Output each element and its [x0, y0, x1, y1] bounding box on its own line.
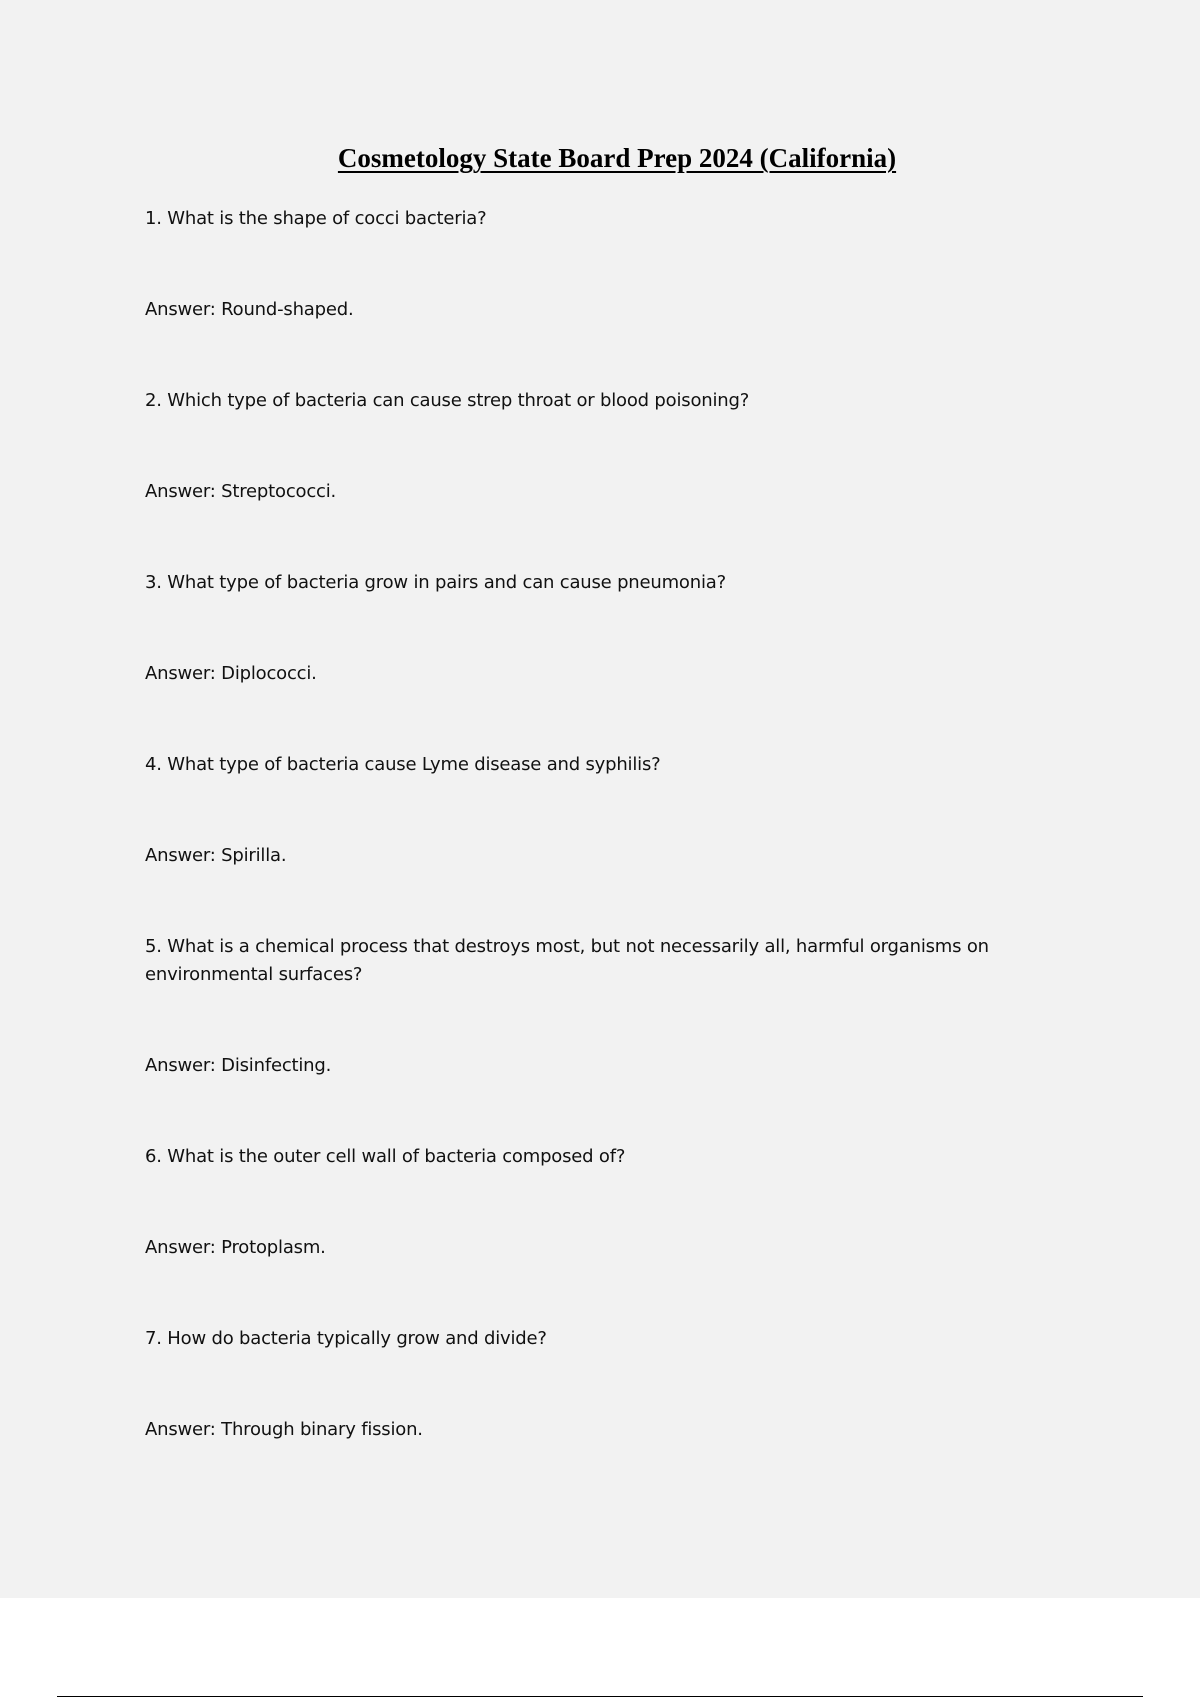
question-3: 3. What type of bacteria grow in pairs and can cause pneumonia?: [145, 572, 726, 593]
question-7: 7. How do bacteria typically grow and divide?: [145, 1328, 547, 1349]
question-1: 1. What is the shape of cocci bacteria?: [145, 208, 487, 229]
footer-divider: [57, 1696, 1143, 1697]
answer-3: Answer: Diplococci.: [145, 663, 317, 684]
page-title: Cosmetology State Board Prep 2024 (California): [337, 143, 897, 173]
question-6: 6. What is the outer cell wall of bacteria composed of?: [145, 1146, 626, 1167]
answer-6: Answer: Protoplasm.: [145, 1237, 326, 1258]
question-2: 2. Which type of bacteria can cause strep throat or blood poisoning?: [145, 390, 750, 411]
answer-4: Answer: Spirilla.: [145, 845, 287, 866]
question-5: 5. What is a chemical process that destroys most, but not necessarily all, harmful organisms on environmental surfaces?: [145, 936, 989, 985]
answer-5: Answer: Disinfecting.: [145, 1055, 332, 1076]
question-4: 4. What type of bacteria cause Lyme disease and syphilis?: [145, 754, 661, 775]
answer-1: Answer: Round-shaped.: [145, 299, 354, 320]
answer-2: Answer: Streptococci.: [145, 481, 337, 502]
answer-7: Answer: Through binary fission.: [145, 1419, 423, 1440]
